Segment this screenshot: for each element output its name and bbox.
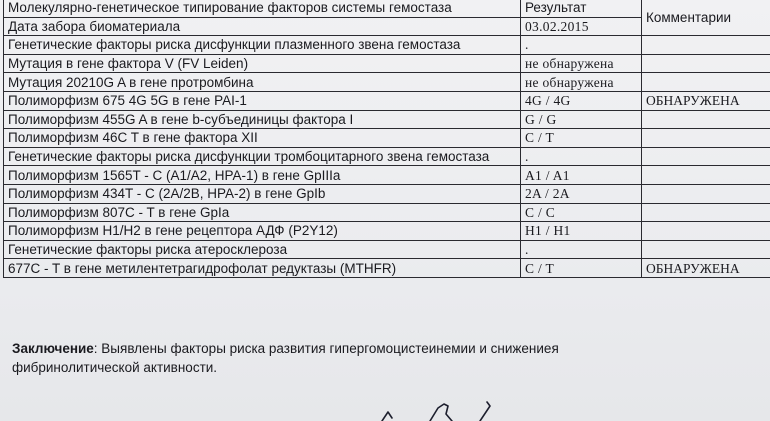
conclusion-label: Заключение bbox=[12, 341, 94, 356]
row-result: . bbox=[521, 147, 642, 166]
row-comment bbox=[642, 110, 770, 129]
row-comment bbox=[642, 129, 770, 148]
row-comment bbox=[642, 54, 770, 73]
row-result: 03.02.2015 bbox=[521, 17, 642, 36]
row-result: A1 / A1 bbox=[521, 166, 642, 185]
row-test: Дата забора биоматериала bbox=[4, 17, 521, 36]
row-comment: ОБНАРУЖЕНА bbox=[642, 259, 770, 278]
table-row bbox=[4, 73, 770, 92]
table-row bbox=[4, 240, 770, 259]
row-comment bbox=[642, 240, 770, 259]
row-test: Полиморфизм 46C T в гене фактора XII bbox=[4, 129, 521, 148]
row-result: . bbox=[521, 36, 642, 55]
row-test: Полиморфизм 675 4G 5G в гене PAI-1 bbox=[4, 91, 521, 110]
row-comment: ОБНАРУЖЕНА bbox=[642, 91, 770, 110]
row-result: 2A / 2A bbox=[521, 184, 642, 203]
row-result: G / G bbox=[521, 110, 642, 129]
row-result: C / T bbox=[521, 259, 642, 278]
row-comment bbox=[642, 222, 770, 241]
conclusion-line-2: фибринолитической активности. bbox=[12, 360, 218, 375]
conclusion-text: : Выявлены факторы риска развития гипергомоцистеинемии и снижениея bbox=[93, 341, 559, 356]
results-table bbox=[3, 0, 770, 278]
row-test: Генетические факторы риска дисфункции плазменного звена гемостаза bbox=[4, 36, 521, 55]
conclusion-line-1 bbox=[12, 339, 752, 358]
row-test: Генетические факторы риска атеросклероза bbox=[4, 240, 521, 259]
row-test: Генетические факторы риска дисфункции тромбоцитарного звена гемостаза bbox=[4, 147, 521, 166]
conclusion bbox=[12, 339, 752, 377]
header-result: Результат bbox=[521, 0, 642, 17]
table-row bbox=[4, 129, 770, 148]
table-row bbox=[4, 203, 770, 222]
row-comment bbox=[642, 147, 770, 166]
row-result: не обнаружена bbox=[521, 73, 642, 92]
row-test: Мутация 20210G A в гене протромбина bbox=[4, 73, 521, 92]
row-comment bbox=[642, 36, 770, 55]
row-comment bbox=[642, 203, 770, 222]
table-row bbox=[4, 110, 770, 129]
table-row bbox=[4, 147, 770, 166]
table-row bbox=[4, 166, 770, 185]
row-result: . bbox=[521, 240, 642, 259]
signature-mark bbox=[360, 400, 520, 421]
table-row bbox=[4, 222, 770, 241]
row-test: Полиморфизм 807C - T в гене GpIa bbox=[4, 203, 521, 222]
row-result: 4G / 4G bbox=[521, 91, 642, 110]
row-comment bbox=[642, 166, 770, 185]
row-test: Полиморфизм 455G A в гене b-субъединицы фактора I bbox=[4, 110, 521, 129]
table-row bbox=[4, 91, 770, 110]
row-result: не обнаружена bbox=[521, 54, 642, 73]
header-test: Молекулярно-генетическое типирование факторов системы гемостаза bbox=[4, 0, 521, 17]
row-test: Полиморфизм 434T - C (2A/2B, HPA-2) в гене GpIb bbox=[4, 184, 521, 203]
row-test: Мутация в гене фактора V (FV Leiden) bbox=[4, 54, 521, 73]
table-row bbox=[4, 54, 770, 73]
row-comment bbox=[642, 73, 770, 92]
table-row bbox=[4, 36, 770, 55]
table-header-row bbox=[4, 0, 770, 17]
table-row bbox=[4, 184, 770, 203]
row-result: C / T bbox=[521, 129, 642, 148]
row-result: H1 / H1 bbox=[521, 222, 642, 241]
row-test: 677C - T в гене метилентетрагидрофолат редуктазы (MTHFR) bbox=[4, 259, 521, 278]
row-test: Полиморфизм 1565T - C (A1/A2, HPA-1) в гене GpIIIa bbox=[4, 166, 521, 185]
row-result: C / C bbox=[521, 203, 642, 222]
header-comment: Комментарии bbox=[642, 0, 770, 36]
row-test: Полиморфизм H1/H2 в гене рецептора АДФ (P2Y12) bbox=[4, 222, 521, 241]
table-row bbox=[4, 259, 770, 278]
row-comment bbox=[642, 184, 770, 203]
